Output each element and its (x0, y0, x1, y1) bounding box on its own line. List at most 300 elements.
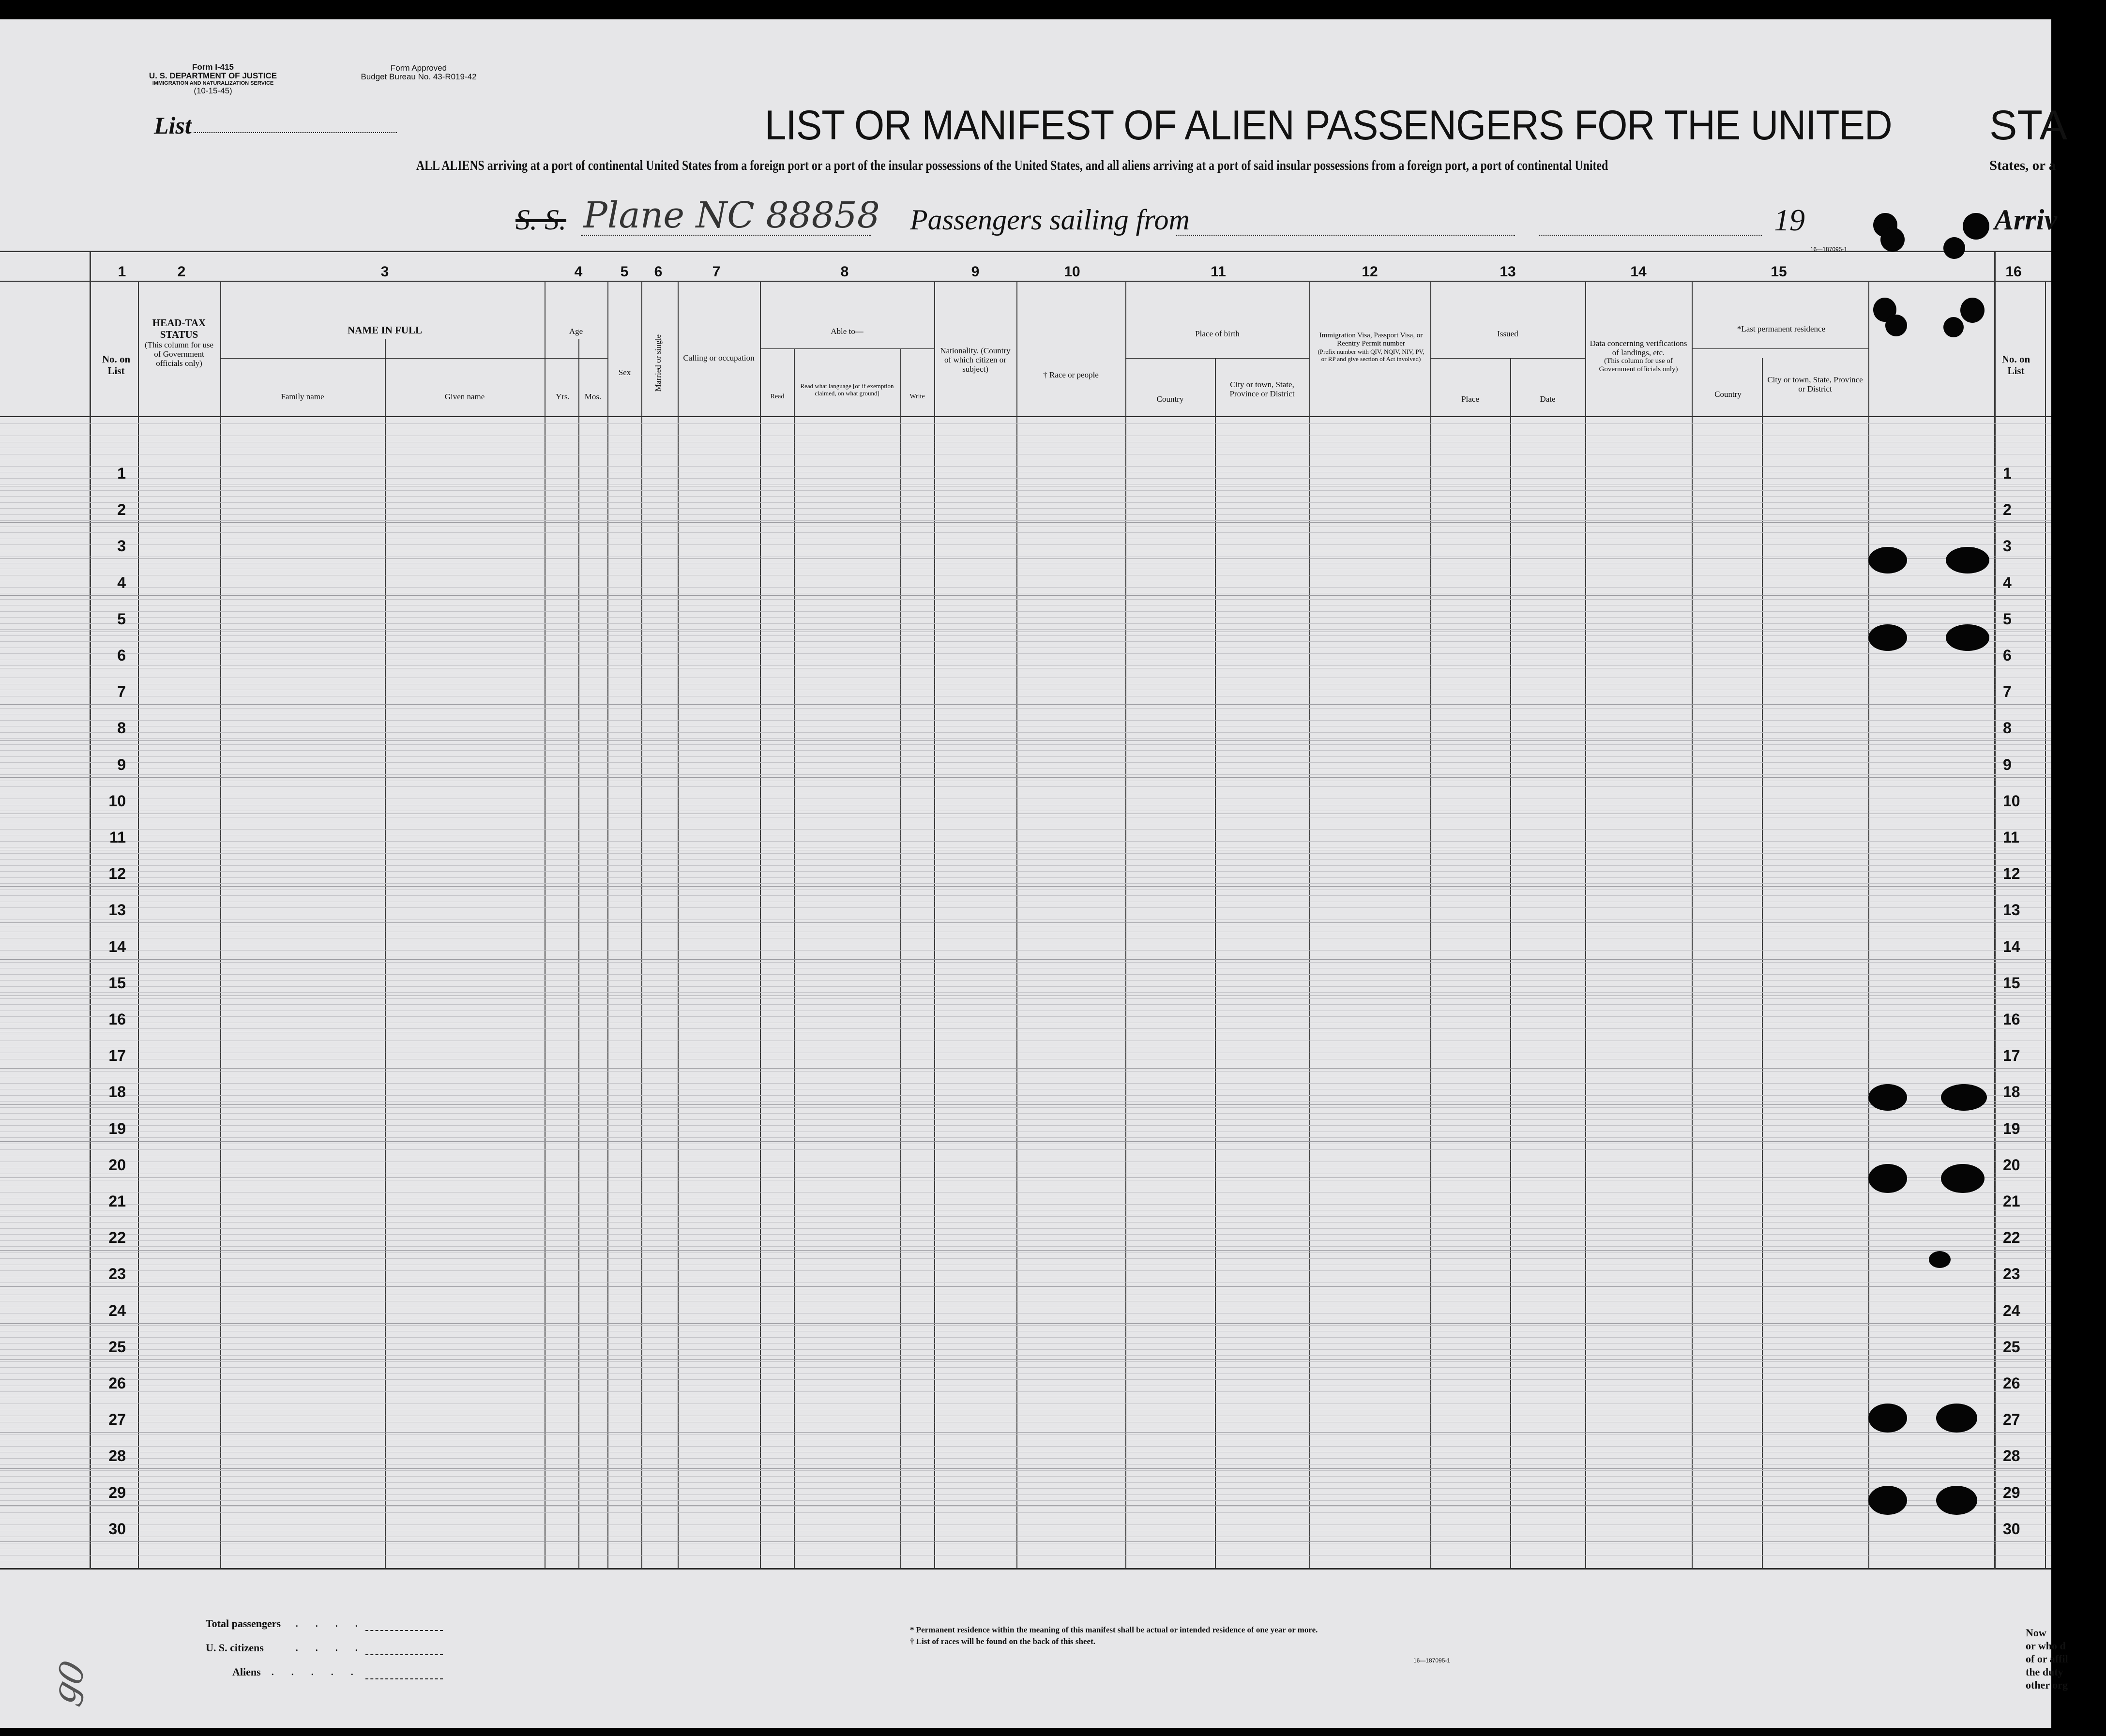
hdr-head-tax-title: HEAD-TAX STATUS (152, 317, 206, 340)
form-approval (339, 64, 499, 81)
grid-rule (0, 1258, 2051, 1259)
grid-rule (0, 1355, 2051, 1356)
table-row[interactable] (0, 522, 2051, 523)
row-number-right: 2 (2003, 501, 2012, 519)
row-number-left: 6 (117, 647, 126, 664)
subheader-rule (545, 358, 607, 359)
right-note: or who d (2026, 1640, 2066, 1652)
grid-rule (0, 1349, 2051, 1350)
col-divider (138, 281, 139, 1568)
row-number-left: 8 (117, 719, 126, 737)
punch-hole (1868, 624, 1907, 651)
form-budget: Budget Bureau No. 43-R019-42 (361, 72, 477, 81)
row-number-left: 23 (108, 1265, 126, 1283)
row-number-right: 1 (2003, 465, 2012, 482)
row-number-right: 20 (2003, 1156, 2020, 1174)
hdr-race: † Race or people (1043, 370, 1099, 379)
manifest-subtitle: ALL ALIENS arriving at a port of continental United States from a foreign port or a port of the insular possessions of the United States, and all aliens arriving at a port of said insular possessions from a foreign port, a port of continental United (416, 158, 1608, 173)
table-row[interactable] (0, 704, 2051, 705)
col-number: 7 (712, 264, 721, 280)
grid-rule (0, 865, 2051, 866)
hdr-lr-city: City or town, State, Province or District (1767, 375, 1863, 393)
punch-hole (1868, 1164, 1907, 1193)
row-number-right: 24 (2003, 1301, 2020, 1319)
col-divider (641, 281, 642, 1568)
hdr-yrs: Yrs. (556, 392, 570, 401)
table-row[interactable] (0, 1359, 2051, 1360)
grid-rule (0, 998, 2051, 999)
grid-rule (0, 720, 2051, 721)
total-passengers-field[interactable] (365, 1630, 443, 1631)
grid-rule (0, 829, 2051, 830)
col-divider (678, 281, 679, 1568)
grid-rule (0, 665, 2051, 666)
table-row[interactable] (0, 1286, 2051, 1287)
hdr-able-to: Able to— (831, 327, 864, 336)
table-bottom-rule (0, 1568, 2051, 1570)
col-number: 9 (971, 264, 980, 280)
grid-rule (0, 496, 2051, 497)
col-divider (1125, 281, 1126, 1568)
total-passengers-label: Total passengers (206, 1617, 281, 1630)
grid-rule (0, 1083, 2051, 1084)
punch-hole (1936, 1486, 1977, 1515)
grid-rule (0, 1004, 2051, 1005)
header-bottom-rule (0, 416, 2051, 417)
row-number-right: 21 (2003, 1193, 2020, 1210)
grid-rule (0, 974, 2051, 975)
grid-rule (0, 883, 2051, 884)
grid-rule (0, 1228, 2051, 1229)
row-number-left: 13 (108, 901, 126, 919)
row-number-left: 7 (117, 683, 126, 701)
table-row[interactable] (0, 777, 2051, 778)
table-row[interactable] (0, 1068, 2051, 1069)
row-number-right: 13 (2003, 901, 2020, 919)
right-edge-notes (2026, 1626, 2068, 1691)
manifest-title: LIST OR MANIFEST OF ALIEN PASSENGERS FOR THE UNITED (765, 102, 1892, 149)
grid-rule (0, 623, 2051, 624)
col-number: 15 (1771, 264, 1787, 280)
grid-rule (0, 617, 2051, 618)
row-number-right: 29 (2003, 1483, 2020, 1501)
punch-hole (1868, 1404, 1907, 1433)
col-divider (1215, 358, 1216, 1568)
row-number-right: 10 (2003, 792, 2020, 810)
row-number-left: 5 (117, 610, 126, 628)
row-number-right: 16 (2003, 1011, 2020, 1028)
row-number-left: 3 (117, 537, 126, 555)
row-number-left: 30 (108, 1520, 126, 1538)
hdr-no-on-list: No. on List (102, 353, 131, 377)
subheader-rule (220, 358, 545, 359)
row-number-left: 25 (108, 1338, 126, 1356)
col-number: 11 (1211, 264, 1226, 280)
table-row[interactable] (0, 1432, 2051, 1433)
total-dots: . . . . (295, 1615, 365, 1630)
hdr-head-tax (143, 317, 215, 368)
col-divider (220, 281, 221, 1568)
row-number-right: 8 (2003, 719, 2012, 737)
row-number-right: 5 (2003, 610, 2012, 628)
col-divider (1510, 358, 1511, 1568)
row-number-right: 6 (2003, 647, 2012, 664)
table-top-rule (0, 251, 2051, 252)
grid-rule (0, 1337, 2051, 1338)
grid-rule (0, 859, 2051, 860)
manifest-title-cont: STA (1989, 102, 2067, 149)
grid-rule (0, 1113, 2051, 1114)
table-row[interactable] (0, 886, 2051, 887)
grid-rule (0, 599, 2051, 600)
grid-rule (0, 871, 2051, 872)
hdr-issued: Issued (1497, 329, 1518, 338)
right-note: Now (2026, 1627, 2046, 1639)
aliens-field[interactable] (365, 1678, 443, 1679)
punch-hole (1929, 1251, 1951, 1268)
row-number-left: 2 (117, 501, 126, 519)
us-citizens-label: U. S. citizens (206, 1642, 264, 1654)
col-divider (1692, 281, 1693, 1568)
aliens-label: Aliens (232, 1666, 261, 1678)
aliens-dots: . . . . . (271, 1664, 361, 1678)
grid-rule (0, 962, 2051, 963)
col-divider (578, 339, 579, 1568)
hdr-issued-date: Date (1540, 394, 1556, 404)
hdr-data-concerning (1588, 339, 1689, 374)
grid-rule (0, 1234, 2051, 1235)
grid-rule (0, 1512, 2051, 1513)
grid-rule (0, 1119, 2051, 1120)
col-number: 3 (380, 264, 389, 280)
row-number-right: 30 (2003, 1520, 2020, 1538)
grid-rule (0, 1216, 2051, 1217)
row-number-left: 10 (108, 792, 126, 810)
table-row[interactable] (0, 1141, 2051, 1142)
row-number-left: 20 (108, 1156, 126, 1174)
table-row[interactable] (0, 1541, 2051, 1542)
col-divider (385, 339, 386, 1568)
grid-rule (0, 1446, 2051, 1447)
row-number-left: 28 (108, 1447, 126, 1465)
grid-rule (0, 1494, 2051, 1495)
subheader-rule (1692, 348, 1868, 349)
arriving-label: Arriv (1994, 204, 2058, 236)
grid-rule (0, 992, 2051, 993)
right-note: other org (2026, 1679, 2068, 1691)
grid-rule (0, 1137, 2051, 1138)
row-number-right: 11 (2003, 829, 2019, 846)
hdr-married: Married or single (653, 334, 663, 392)
grid-rule (0, 1101, 2051, 1102)
hdr-data-note: (This column for use of Government officials only) (1599, 357, 1678, 373)
col-divider (1994, 252, 1996, 1569)
hdr-sex: Sex (618, 368, 631, 377)
grid-rule (0, 841, 2051, 842)
row-number-left: 12 (108, 865, 126, 883)
grid-rule (0, 1095, 2051, 1096)
punch-hole (1880, 227, 1905, 252)
manifest-subtitle-cont: States, or a (1989, 158, 2056, 173)
grid-rule (0, 1379, 2051, 1380)
grid-rule (0, 423, 2051, 424)
sailing-date-blank[interactable] (1539, 235, 1762, 236)
grid-rule (0, 1125, 2051, 1126)
row-number-right: 3 (2003, 537, 2012, 555)
grid-rule (0, 744, 2051, 745)
grid-rule (0, 1028, 2051, 1029)
col-number: 4 (574, 264, 583, 280)
grid-rule (0, 853, 2051, 854)
row-number-right: 7 (2003, 683, 2012, 701)
col-number: 12 (1362, 264, 1378, 280)
grid-rule (0, 1325, 2051, 1326)
row-number-right: 9 (2003, 755, 2012, 773)
punch-hole (1941, 1164, 1985, 1193)
hdr-birth-country: Country (1156, 394, 1184, 404)
grid-rule (0, 1246, 2051, 1247)
grid-rule (0, 544, 2051, 545)
row-number-left: 15 (108, 974, 126, 992)
punch-hole (1941, 1084, 1987, 1111)
grid-rule (0, 1240, 2051, 1241)
grid-rule (0, 1476, 2051, 1477)
form-date: (10-15-45) (194, 86, 232, 95)
grid-rule (0, 708, 2051, 709)
grid-rule (0, 514, 2051, 515)
grid-rule (0, 1482, 2051, 1483)
list-label: List (154, 112, 192, 139)
punch-hole (1868, 547, 1907, 574)
grid-rule (0, 738, 2051, 739)
hdr-birth-city: City or town, State, Province or District (1229, 380, 1295, 398)
print-code-bottom: 16—187095-1 (1413, 1657, 1451, 1664)
hdr-name-in-full: NAME IN FULL (347, 324, 422, 336)
col-number: 1 (118, 264, 126, 280)
right-note: the duty (2026, 1666, 2063, 1678)
form-approved: Form Approved (390, 63, 447, 73)
grid-rule (0, 1391, 2051, 1392)
hdr-given-name: Given name (444, 392, 485, 401)
us-citizens-field[interactable] (365, 1654, 443, 1655)
col-number: 2 (177, 264, 186, 280)
grid-rule (0, 980, 2051, 981)
row-number-left: 22 (108, 1229, 126, 1247)
col-divider (1430, 281, 1431, 1568)
grid-rule (0, 774, 2051, 775)
row-number-right: 19 (2003, 1119, 2020, 1137)
hdr-age: Age (569, 327, 583, 336)
citizens-dots: . . . . (295, 1640, 365, 1654)
row-number-right: 18 (2003, 1083, 2020, 1101)
row-number-right: 26 (2003, 1374, 2020, 1392)
hdr-write: Write (909, 393, 925, 400)
row-number-right: 27 (2003, 1411, 2020, 1429)
col-divider (607, 281, 608, 1568)
row-number-left: 24 (108, 1301, 126, 1319)
handwritten-mark: g0 (41, 1656, 94, 1707)
punch-hole (1936, 1404, 1977, 1433)
grid-rule (0, 532, 2051, 533)
year-prefix: 19 (1774, 203, 1805, 237)
row-number-left: 21 (108, 1193, 126, 1210)
row-number-right: 28 (2003, 1447, 2020, 1465)
hdr-head-tax-note: (This column for use of Government officials only) (144, 340, 214, 368)
hdr-mos: Mos. (584, 392, 602, 401)
row-number-left: 27 (108, 1411, 126, 1429)
grid-rule (0, 478, 2051, 479)
grid-rule (0, 1204, 2051, 1205)
hdr-place-of-birth: Place of birth (1195, 329, 1240, 338)
table-row[interactable] (0, 1104, 2051, 1105)
hdr-last-residence: *Last permanent residence (1737, 324, 1826, 333)
list-blank[interactable] (194, 132, 397, 133)
row-number-left: 11 (109, 829, 126, 846)
subheader-rule (760, 348, 934, 349)
grid-rule (0, 786, 2051, 787)
column-number-rule (0, 281, 2051, 282)
row-number-left: 29 (108, 1483, 126, 1501)
subheader-rule (1125, 358, 1309, 359)
punch-hole (1943, 237, 1965, 259)
table-row[interactable] (0, 1505, 2051, 1506)
row-number-right: 15 (2003, 974, 2020, 992)
grid-rule (0, 1016, 2051, 1017)
grid-rule (0, 732, 2051, 733)
col-number: 8 (840, 264, 849, 280)
row-number-right: 23 (2003, 1265, 2020, 1283)
grid-rule (0, 1488, 2051, 1489)
grid-rule (0, 1500, 2051, 1501)
grid-rule (0, 635, 2051, 636)
col-divider (760, 281, 761, 1568)
row-number-right: 12 (2003, 865, 2020, 883)
col-number: 13 (1500, 264, 1516, 280)
hdr-read-what: Read what language [or if exemption claimed, on what ground] (800, 382, 894, 397)
col-divider (1309, 281, 1310, 1568)
hdr-no-on-list-right: No. on List (2001, 353, 2030, 377)
grid-rule (0, 629, 2051, 630)
table-row[interactable] (0, 1323, 2051, 1324)
hdr-data-title: Data concerning verifications of landings, etc. (1590, 339, 1687, 357)
punch-hole (1885, 315, 1907, 336)
subheader-rule (1430, 358, 1585, 359)
grid-rule (0, 1270, 2051, 1271)
grid-rule (0, 490, 2051, 491)
col-number: 14 (1630, 264, 1647, 280)
punch-hole (1946, 624, 1989, 651)
table-row[interactable] (0, 1177, 2051, 1178)
form-service: IMMIGRATION AND NATURALIZATION SERVICE (152, 80, 274, 86)
grid-rule (0, 762, 2051, 763)
table-row[interactable] (0, 922, 2051, 923)
grid-rule (0, 1107, 2051, 1108)
hdr-calling: Calling or occupation (683, 353, 755, 362)
print-code-top: 16—187095-1 (1810, 246, 1848, 253)
grid-rule (0, 986, 2051, 987)
col-divider (1016, 281, 1017, 1568)
col-number: 10 (1064, 264, 1080, 280)
manifest-sheet (0, 19, 2068, 1728)
grid-rule (0, 950, 2051, 951)
hdr-visa-note: (Prefix number with QIV, NQIV, NIV, PV, or RP and give section of Act involved) (1318, 348, 1424, 362)
form-info (131, 63, 295, 95)
col-number: 6 (654, 264, 663, 280)
col-number: 5 (620, 264, 629, 280)
footnote-races: † List of races will be found on the back of this sheet. (910, 1637, 1095, 1646)
row-number-left: 16 (108, 1011, 126, 1028)
hdr-visa (1317, 332, 1425, 362)
ss-blank[interactable] (581, 235, 871, 236)
table-row[interactable] (0, 595, 2051, 596)
row-number-right: 4 (2003, 574, 2012, 591)
table-row[interactable] (0, 1250, 2051, 1251)
row-number-left: 26 (108, 1374, 126, 1392)
row-number-left: 4 (117, 574, 126, 591)
punch-hole (1960, 298, 1985, 323)
hdr-lr-country: Country (1714, 390, 1742, 399)
grid-rule (0, 1367, 2051, 1368)
row-number-left: 9 (117, 755, 126, 773)
ss-label: S. S. (515, 204, 566, 236)
grid-rule (0, 756, 2051, 757)
col-number: 16 (2005, 264, 2022, 280)
row-number-right: 25 (2003, 1338, 2020, 1356)
row-number-left: 19 (108, 1119, 126, 1137)
grid-rule (0, 502, 2051, 503)
grid-rule (0, 1192, 2051, 1193)
col-divider (1762, 358, 1763, 1568)
right-note: of or affil (2026, 1653, 2068, 1665)
sailing-label: Passengers sailing from (910, 204, 1190, 236)
hdr-nationality: Nationality. (Country of which citizen or subject) (940, 346, 1011, 374)
table-row[interactable] (0, 959, 2051, 960)
row-number-right: 14 (2003, 937, 2020, 955)
hdr-family-name: Family name (281, 392, 324, 401)
grid-rule (0, 1470, 2051, 1471)
row-number-left: 14 (108, 937, 126, 955)
grid-rule (0, 895, 2051, 896)
col-divider (1585, 281, 1586, 1568)
col-divider (934, 281, 935, 1568)
grid-rule (0, 877, 2051, 878)
grid-rule (0, 907, 2051, 908)
ss-handwritten-name: Plane NC 88858 (583, 195, 880, 236)
grid-rule (0, 1361, 2051, 1362)
row-number-left: 18 (108, 1083, 126, 1101)
table-row[interactable] (0, 1468, 2051, 1469)
grid-rule (0, 611, 2051, 612)
hdr-visa-title: Immigration Visa, Passport Visa, or Reentry Permit number (1319, 332, 1423, 347)
row-number-right: 17 (2003, 1047, 2020, 1065)
grid-rule (0, 641, 2051, 642)
grid-rule (0, 508, 2051, 509)
form-number: Form I-415 (192, 62, 234, 72)
grid-rule (0, 1071, 2051, 1072)
punch-hole (1868, 1486, 1907, 1515)
table-row[interactable] (0, 740, 2051, 741)
grid-rule (0, 750, 2051, 751)
grid-rule (0, 653, 2051, 654)
punch-hole (1946, 547, 1989, 574)
sailing-from-blank[interactable] (1176, 235, 1515, 236)
row-number-right: 22 (2003, 1229, 2020, 1247)
punch-hole (1943, 317, 1964, 337)
row-number-left: 1 (117, 465, 126, 482)
grid-rule (0, 1222, 2051, 1223)
grid-rule (0, 520, 2051, 521)
row-number-left: 17 (108, 1047, 126, 1065)
